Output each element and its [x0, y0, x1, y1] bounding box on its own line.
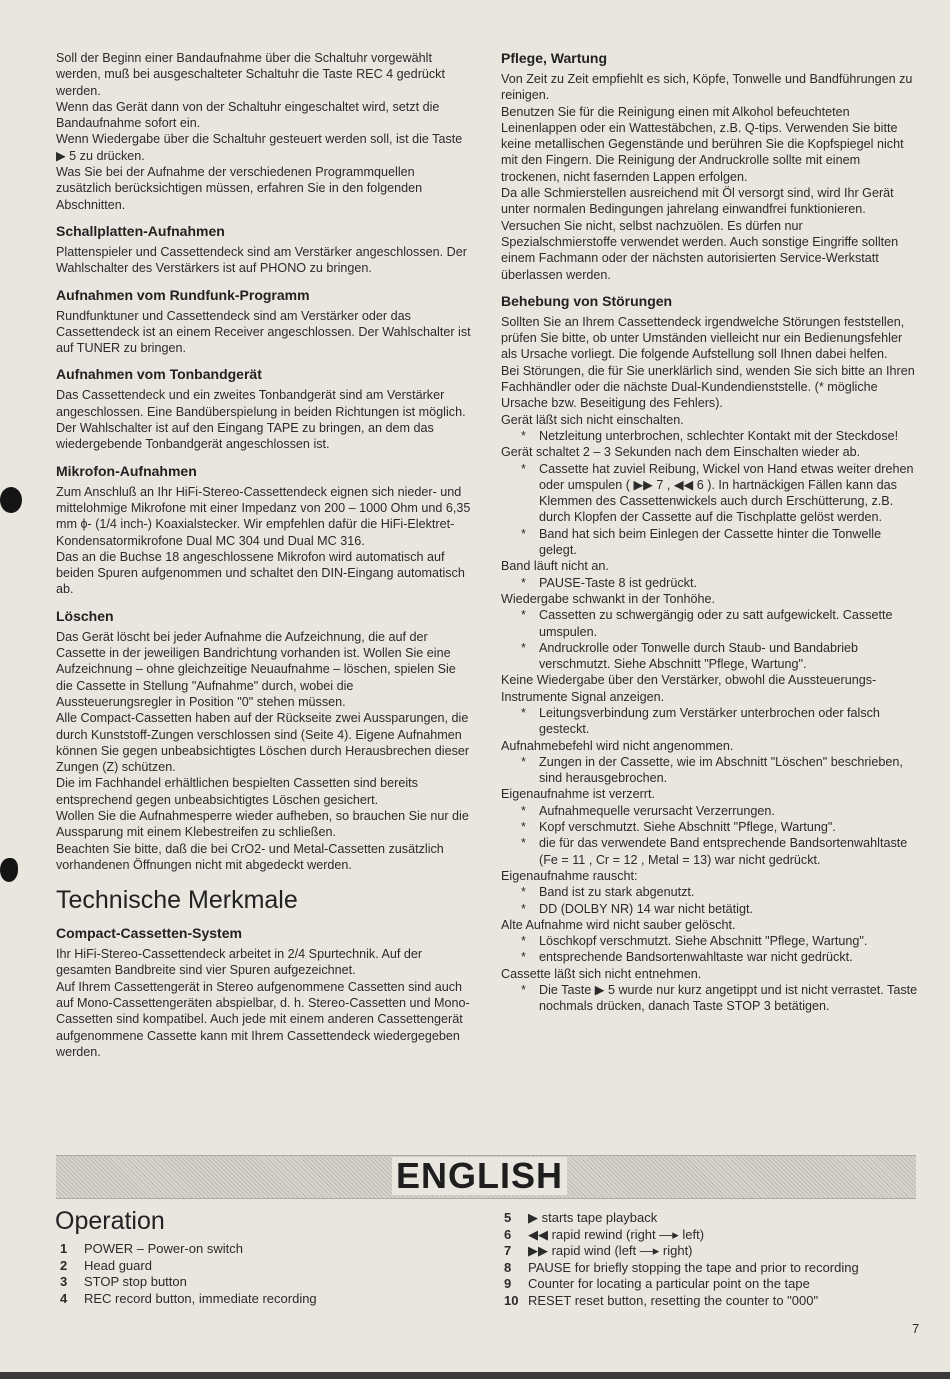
- paragraph: Das Gerät löscht bei jeder Aufnahme die Aufzeichnung, die auf der Cassette in der jeweiligen Bandrichtung vorhanden ist. Wollen Sie eine Aufzeichnung – ohne gleichzeitige Neuaufnahme – löschen, spielen Sie die Cassette in Stellung "Aufnahme" durch, wobei die Aussteuerungsregler in Position "0" stehen müssen.: [56, 629, 456, 709]
- paragraph: Wenn das Gerät dann von der Schaltuhr eingeschaltet wird, setzt die Bandaufnahme sofort ein.: [56, 99, 440, 131]
- trouble-cause: * Netzleitung unterbrochen, schlechter Kontakt mit der Steckdose!: [501, 428, 919, 444]
- control-item: [504, 1243, 924, 1260]
- paragraph: Bei Störungen, die für Sie unerklärlich sind, wenden Sie sich bitte an Ihren Fachhändler oder die nächste Dual-Kundendienststelle. (* mögliche Ursache bzw. Beseitigung des Fehlers).: [501, 363, 915, 411]
- control-description: STOP stop button: [84, 1274, 187, 1289]
- paragraph: Benutzen Sie für die Reinigung einen mit Alkohol befeuchteten Leinenlappen oder ein Wattestäbchen, z.B. Q-tips. Verwenden Sie bitte keine metallischen Gegenstände und berühren Sie die Kopfspiegel nicht mit den Fingern. Die Reinigung der Andruckrolle sollte mit einem trockenen, nicht fasernden Lappen erfolgen.: [501, 104, 904, 184]
- control-description: ▶ starts tape playback: [528, 1210, 658, 1225]
- trouble-cause: * Leitungsverbindung zum Verstärker unterbrochen oder falsch gesteckt.: [501, 705, 919, 738]
- control-description: ◀◀ rapid rewind (right —▸ left): [528, 1226, 705, 1242]
- control-number: 3: [60, 1274, 68, 1289]
- control-list-left: [60, 1241, 460, 1307]
- control-number: 9: [504, 1276, 512, 1291]
- paragraph: Das Cassettendeck und ein zweites Tonbandgerät sind am Verstärker angeschlossen. Eine Bandüberspielung in beiden Richtungen ist möglich.: [56, 388, 466, 419]
- paragraph: Rundfunktuner und Cassettendeck sind am Verstärker oder das Cassettendeck ist an einem Receiver angeschlossen. Der Wahlschalter ist auf TUNER zu bringen.: [56, 308, 471, 356]
- trouble-cause: * Die Taste ▶ 5 wurde nur kurz angetippt und ist nicht verrastet. Taste nochmals drücken, danach Taste STOP 3 betätigen.: [501, 982, 919, 1015]
- paragraph: Das an die Buchse 18 angeschlossene Mikrofon wird automatisch auf beiden Spuren aufgenommen und schaltet den DIN-Eingang automatisch ab.: [56, 549, 465, 597]
- section-heading: Aufnahmen vom Rundfunk-Programm: [56, 286, 310, 303]
- trouble-cause: * entsprechende Bandsortenwahltaste war nicht gedrückt.: [501, 949, 919, 965]
- trouble-symptom: Band läuft nicht an.: [501, 559, 609, 574]
- trouble-cause: * PAUSE-Taste 8 ist gedrückt.: [501, 575, 919, 591]
- section-heading: Löschen: [56, 607, 114, 624]
- trouble-cause: * DD (DOLBY NR) 14 war nicht betätigt.: [501, 901, 919, 917]
- chapter-title: Technische Merkmale: [56, 886, 298, 915]
- paragraph: Auf Ihrem Cassettengerät in Stereo aufgenommene Cassetten sind auch auf Mono-Cassettengeräten abspielbar, d. h. Stereo-Cassetten und Mono-Cassetten sind kompatibel. Auch jede mit einem anderen Cassettengerät aufgenommene Cassette kann mit Ihrem Cassettendeck wiedergegeben werden.: [56, 979, 470, 1059]
- trouble-symptom: Cassette läßt sich nicht entnehmen.: [501, 966, 702, 981]
- troubleshooting-list: [501, 412, 919, 1015]
- paragraph: Alle Compact-Cassetten haben auf der Rückseite zwei Aussparungen, die durch Kunststoff-Zungen verschlossen sind (Seite 4). Eigene Aufnahmen können Sie gegen unbeabsichtigtes Löschen durch Herausbrechen dieser Zungen (Z) schützen.: [56, 711, 470, 775]
- control-number: 6: [504, 1226, 512, 1242]
- paragraph: Plattenspieler und Cassettendeck sind am Verstärker angeschlossen. Der Wahlschalter des Verstärkers ist auf PHONO zu bringen.: [56, 244, 467, 276]
- control-number: 8: [504, 1259, 512, 1275]
- trouble-symptom: Wiedergabe schwankt in der Tonhöhe.: [501, 591, 715, 606]
- control-item: [504, 1210, 924, 1227]
- section-heading: Aufnahmen vom Tonbandgerät: [56, 366, 262, 383]
- control-number: 4: [60, 1290, 68, 1306]
- control-description: PAUSE for briefly stopping the tape and prior to recording: [528, 1259, 859, 1275]
- paragraph: Wollen Sie die Aufnahmesperre wieder aufheben, so brauchen Sie nur die Aussparung mit einem Klebestreifen zu schließen.: [56, 808, 469, 840]
- trouble-symptom: Gerät läßt sich nicht einschalten.: [501, 412, 684, 427]
- page-number: 7: [912, 1321, 920, 1336]
- intro-section: [56, 50, 472, 213]
- control-number: 5: [504, 1210, 512, 1225]
- trouble-cause: * Kopf verschmutzt. Siehe Abschnitt "Pflege, Wartung".: [501, 819, 919, 835]
- control-item: [504, 1227, 924, 1244]
- section-heading: Compact-Cassetten-System: [56, 925, 242, 942]
- control-description: Counter for locating a particular point on the tape: [528, 1276, 810, 1291]
- paragraph: Zum Anschluß an Ihr HiFi-Stereo-Cassettendeck eignen sich nieder- und mittelohmige Mikrofone mit einer Impedanz von 200 – 1000 Ohm und 6,35 mm ϕ- (1/4 inch-) Koaxialstecker. Wir empfehlen dafür die HiFi-Elektret-Kondensatormikrofone Dual MC 304 und Dual MC 316.: [56, 484, 471, 548]
- left-column: [56, 50, 472, 1060]
- trouble-symptom: Alte Aufnahme wird nicht sauber gelöscht.: [501, 917, 736, 932]
- trouble-symptom: Eigenaufnahme rauscht:: [501, 868, 638, 883]
- paragraph: Von Zeit zu Zeit empfiehlt es sich, Köpfe, Tonwelle und Bandführungen zu reinigen.: [501, 72, 913, 103]
- language-banner-label: ENGLISH: [392, 1157, 567, 1195]
- page-bottom-edge: [0, 1372, 950, 1379]
- paragraph: Wenn Wiedergabe über die Schaltuhr gesteuert werden soll, ist die Taste ▶ 5 zu drücken.: [56, 132, 463, 163]
- trouble-symptom: Eigenaufnahme ist verzerrt.: [501, 787, 655, 802]
- trouble-cause: * Cassetten zu schwergängig oder zu satt aufgewickelt. Cassette umspulen.: [501, 607, 919, 640]
- control-item: [60, 1291, 460, 1308]
- trouble-cause: * Cassette hat zuviel Reibung, Wickel von Hand etwas weiter drehen oder umspulen ( ▶▶ 7 , ◀◀ 6 ). In hartnäckigen Fällen kann das Klemmen des Cassettenwickels auch durch Erschütterung, z.B. durch Klopfen der Cassette auf die Tischplatte gelöst werden.: [501, 461, 919, 526]
- section-heading: Schallplatten-Aufnahmen: [56, 222, 225, 239]
- section-heading: Mikrofon-Aufnahmen: [56, 462, 197, 479]
- paragraph: Soll der Beginn einer Bandaufnahme über die Schaltuhr vorgewählt werden, muß bei ausgeschalteter Schaltuhr die Taste REC 4 gedrückt werden.: [56, 51, 445, 98]
- paragraph: Was Sie bei der Aufnahme der verschiedenen Programmquellen zusätzlich berücksichtigen müssen, erfahren Sie in den folgenden Abschnitten.: [56, 165, 423, 212]
- trouble-cause: * Aufnahmequelle verursacht Verzerrungen.: [501, 803, 919, 819]
- control-description: REC record button, immediate recording: [84, 1290, 317, 1306]
- control-description: RESET reset button, resetting the counter to "000": [528, 1292, 819, 1308]
- control-description: Head guard: [84, 1257, 152, 1273]
- control-item: [504, 1276, 924, 1293]
- paragraph: Ihr HiFi-Stereo-Cassettendeck arbeitet in 2/4 Spurtechnik. Auf der gesamten Bandbreite sind vier Spuren aufgezeichnet.: [56, 947, 423, 978]
- control-item: [60, 1241, 460, 1258]
- right-column: [501, 50, 919, 1015]
- control-item: [504, 1293, 924, 1310]
- trouble-cause: * Zungen in der Cassette, wie im Abschnitt "Löschen" beschrieben, sind herausgebrochen.: [501, 754, 919, 787]
- paragraph: Beachten Sie bitte, daß die bei CrO2- und Metal-Cassetten zusätzlich vorhandenen Öffnungen nicht mit abgedeckt werden.: [56, 841, 444, 872]
- paragraph: Die im Fachhandel erhältlichen bespielten Cassetten sind bereits entsprechend gegen unbeabsichtigtes Löschen gesichert.: [56, 776, 418, 807]
- paragraph: Der Wahlschalter ist auf den Eingang TAPE zu bringen, an dem das wiedergebende Tonbandgerät angeschlossen ist.: [56, 421, 434, 452]
- control-number: 1: [60, 1241, 68, 1256]
- control-description: ▶▶ rapid wind (left —▸ right): [528, 1243, 693, 1258]
- section-heading: Pflege, Wartung: [501, 50, 608, 66]
- control-list-right: [504, 1210, 924, 1309]
- control-number: 10: [504, 1292, 519, 1308]
- trouble-symptom: Gerät schaltet 2 – 3 Sekunden nach dem Einschalten wieder ab.: [501, 445, 861, 460]
- paragraph: Da alle Schmierstellen ausreichend mit Öl versorgt sind, wird Ihr Gerät unter normalen Bedingungen jahrelang einwandfrei funktionieren. Versuchen Sie nicht, selbst nachzuölen. Es dürfen nur Spezialschmierstoffe verwendet werden. Auch sonstige Eingriffe sollten einem Fachmann oder der nächsten autorisierten Service-Werkstatt überlassen werden.: [501, 186, 899, 282]
- trouble-symptom: Aufnahmebefehl wird nicht angenommen.: [501, 738, 734, 753]
- operation-title: Operation: [55, 1207, 165, 1235]
- trouble-cause: * Band ist zu stark abgenutzt.: [501, 884, 919, 900]
- punch-hole: [0, 858, 18, 882]
- control-description: POWER – Power-on switch: [84, 1241, 243, 1256]
- paragraph: Sollten Sie an Ihrem Cassettendeck irgendwelche Störungen feststellen, prüfen Sie bitte, ob unter Umständen vielleicht nur ein Bedienungsfehler als Ursache vorliegt. Die folgende Aufstellung soll Ihnen dabei helfen.: [501, 314, 905, 362]
- punch-hole: [0, 487, 22, 513]
- control-item: [60, 1274, 460, 1291]
- control-item: [504, 1260, 924, 1277]
- trouble-cause: * Band hat sich beim Einlegen der Cassette hinter die Tonwelle gelegt.: [501, 526, 919, 559]
- section-heading: Behebung von Störungen: [501, 292, 673, 309]
- trouble-cause: * Löschkopf verschmutzt. Siehe Abschnitt "Pflege, Wartung".: [501, 933, 919, 949]
- trouble-cause: * Andruckrolle oder Tonwelle durch Staub- und Bandabrieb verschmutzt. Siehe Abschnitt "Pflege, Wartung".: [501, 640, 919, 673]
- trouble-symptom: Keine Wiedergabe über den Verstärker, obwohl die Aussteuerungs-Instrumente Signal anzeigen.: [501, 673, 877, 704]
- control-item: [60, 1258, 460, 1275]
- trouble-cause: * die für das verwendete Band entsprechende Bandsortenwahltaste (Fe = 11 , Cr = 12 , Metal = 13) war nicht gedrückt.: [501, 835, 919, 868]
- control-number: 2: [60, 1257, 68, 1273]
- control-number: 7: [504, 1243, 512, 1258]
